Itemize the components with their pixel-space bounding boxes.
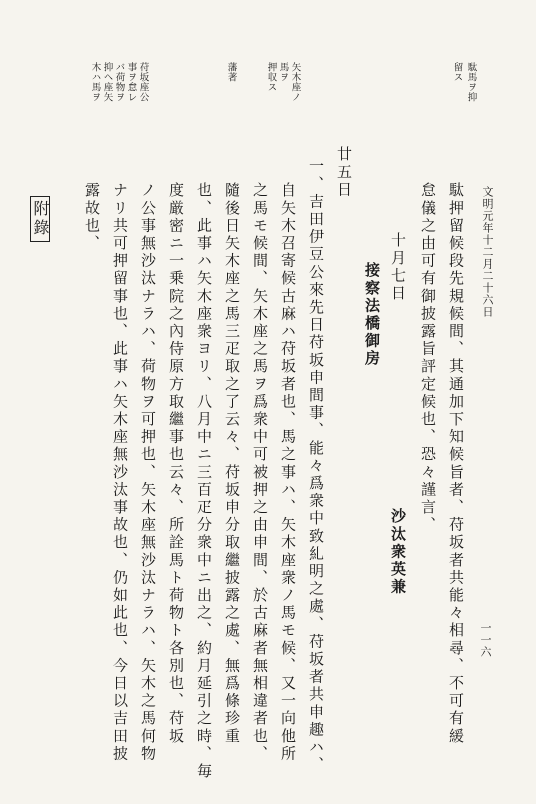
- head-note-2a: 矢木座ノ: [289, 62, 301, 102]
- head-note-1b: 留ス: [451, 62, 463, 82]
- head-note-4d: 抑ヘ座矢: [101, 62, 113, 102]
- doc1-addressee: 接察法橋御房: [363, 262, 381, 368]
- doc1-line-2: 怠儀之由可有御披露旨評定候也、恐々謹言、: [419, 182, 437, 534]
- head-note-1a: 駄馬ヲ抑: [465, 62, 477, 102]
- doc2-line-8: ナリ共可押留事也、此事ハ矢木座無沙汰事故也、仍如此也、今日以吉田披: [111, 182, 129, 763]
- doc1-signature: 沙汰衆英兼: [389, 508, 407, 596]
- doc2-line-5: 也、此事ハ矢木座衆ヨリ、八月中ニ三百疋分衆中ニ出之、約月延引之時、毎: [195, 182, 213, 781]
- doc2-line-4: 隨後日矢木座之馬三疋取之了云々、苻坂申分取繼披露之處、無爲條珍重: [223, 182, 241, 746]
- doc2-line-7: ノ公事無沙汰ナラハ、荷物ヲ可押也、矢木座無沙汰ナラハ、矢木之馬何物: [139, 182, 157, 763]
- head-note-4e: 木ハ馬ヲ: [89, 62, 101, 102]
- doc1-date: 十月七日: [389, 232, 407, 303]
- doc1-line-1: 駄押留候段先規候間、其通加下知候旨者、苻坂者共能々相尋、不可有緩: [447, 182, 465, 746]
- head-note-2b: 馬ヲ: [277, 62, 289, 82]
- head-note-3: 藩著: [225, 62, 237, 82]
- page-number: 一一六: [479, 622, 492, 658]
- doc2-line-1: 一、吉田伊豆公來先日苻坂申間事、能々爲衆中致糺明之處、苻坂者共申趣ハ、: [307, 158, 325, 774]
- head-note-4a: 苻坂座公: [137, 62, 149, 102]
- doc2-line-9: 露故也、: [83, 182, 101, 253]
- doc2-line-2: 自矢木召寄候古麻ハ苻坂者也、馬之事ハ、矢木座衆ノ馬モ候、又一向他所: [279, 182, 297, 763]
- doc2-line-6: 度厳密ニ一乗院之內侍原方取繼事也云々、所詮馬ト荷物ト各別也、苻坂: [167, 182, 185, 746]
- doc2-number: 廿五日: [335, 146, 353, 199]
- head-note-2c: 押収ス: [265, 62, 277, 92]
- date-heading: 文明元年十二月二十六日: [481, 186, 494, 318]
- doc2-line-3: 之馬モ候間、矢木座之馬ヲ爲衆中可被押之由申間、於古麻者無相違者也、: [251, 182, 269, 763]
- head-note-4c: バ荷物ヲ: [113, 62, 125, 102]
- head-note-4b: 事ヲ怠レ: [125, 62, 137, 102]
- appendix-label: 附錄: [30, 196, 50, 242]
